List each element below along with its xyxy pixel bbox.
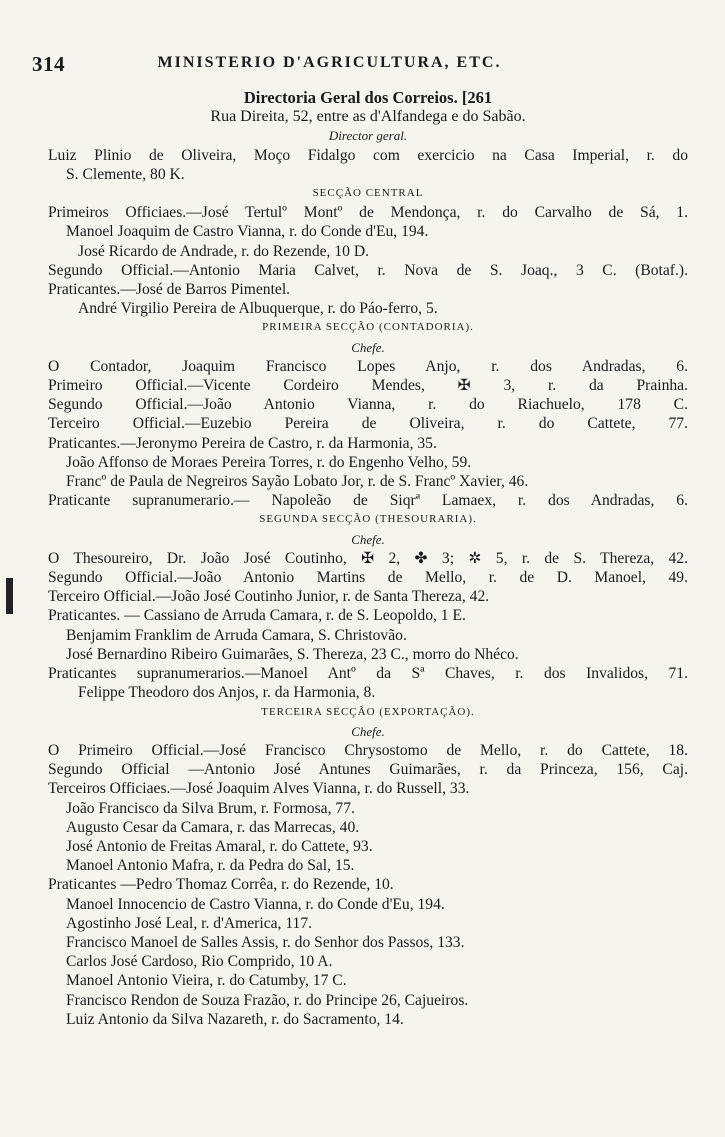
- text-line: Manoel Joaquim de Castro Vianna, r. do Conde d'Eu, 194.: [66, 223, 429, 241]
- text-line: Primeiros Officiaes.—José Tertulº Montº de Mendonça, r. do Carvalho de Sá, 1.: [48, 204, 688, 222]
- text-line: João Affonso de Moraes Pereira Torres, r. do Engenho Velho, 59.: [66, 453, 472, 471]
- text-line: O Primeiro Official.—José Francisco Chrysostomo de Mello, r. do Cattete, 18.: [48, 741, 688, 759]
- text-line: Segundo Official.—João Antonio Martins de Mello, r. de D. Manoel, 49.: [48, 569, 688, 587]
- text-line: Luiz Plinio de Oliveira, Moço Fidalgo com exercicio na Casa Imperial, r. do: [48, 146, 688, 164]
- running-title: MINISTERIO D'AGRICULTURA, ETC.: [157, 54, 502, 71]
- text-line: Agostinho José Leal, r. d'America, 117.: [66, 914, 313, 932]
- text-line: Chefe.: [351, 531, 385, 547]
- text-line: José Bernardino Ribeiro Guimarães, S. Thereza, 23 C., morro do Nhéco.: [66, 645, 519, 663]
- page-header: [32, 52, 627, 76]
- directory-text: [48, 88, 688, 1029]
- text-line: Segundo Official.—João Antonio Vianna, r. do Riachuelo, 178 C.: [48, 396, 688, 414]
- text-line: SEGUNDA SECÇÃO (THESOURARIA).: [259, 513, 477, 526]
- text-line: SECÇÃO CENTRAL: [312, 187, 424, 200]
- text-line: Primeiro Official.—Vicente Cordeiro Mendes, ✠ 3, r. da Prainha.: [48, 377, 688, 395]
- text-line: Praticante supranumerario.— Napoleão de Siqrª Lamaex, r. dos Andradas, 6.: [48, 492, 688, 510]
- text-line: Praticantes.—José de Barros Pimentel.: [48, 281, 291, 299]
- text-line: Luiz Antonio da Silva Nazareth, r. do Sacramento, 14.: [66, 1010, 404, 1028]
- text-line: Augusto Cesar da Camara, r. das Marrecas, 40.: [66, 818, 360, 836]
- text-line: Carlos José Cardoso, Rio Comprido, 10 A.: [66, 953, 333, 971]
- text-line: Director geral.: [328, 128, 408, 144]
- text-line: João Francisco da Silva Brum, r. Formosa, 77.: [66, 799, 355, 817]
- text-line: Directoria Geral dos Correios. [261: [243, 88, 493, 107]
- text-line: O Thesoureiro, Dr. João José Coutinho, ✠ 2, ✤ 3; ✲ 5, r. de S. Thereza, 42.: [48, 549, 688, 567]
- text-line: André Virgilio Pereira de Albuquerque, r. do Páo-ferro, 5.: [78, 300, 438, 318]
- text-line: Manoel Antonio Vieira, r. do Catumby, 17 C.: [66, 972, 347, 990]
- text-line: Chefe.: [351, 723, 385, 739]
- text-line: Segundo Official —Antonio José Antunes Guimarães, r. da Princeza, 156, Caj.: [48, 761, 688, 779]
- text-line: Francisco Manoel de Salles Assis, r. do Senhor dos Passos, 133.: [66, 933, 465, 951]
- text-line: Praticantes.—Jeronymo Pereira de Castro, r. da Harmonia, 35.: [48, 434, 437, 452]
- text-line: Segundo Official.—Antonio Maria Calvet, r. Nova de S. Joaq., 3 C. (Botaf.).: [48, 261, 688, 279]
- text-line: O Contador, Joaquim Francisco Lopes Anjo, r. dos Andradas, 6.: [48, 357, 688, 375]
- text-line: S. Clemente, 80 K.: [66, 165, 185, 183]
- text-line: TERCEIRA SECÇÃO (EXPORTAÇÃO).: [261, 705, 475, 718]
- text-line: Praticantes —Pedro Thomaz Corrêa, r. do Rezende, 10.: [48, 876, 394, 894]
- text-line: Chefe.: [351, 339, 385, 355]
- text-line: Rua Direita, 52, entre as d'Alfandega e do Sabão.: [210, 108, 526, 126]
- page-number: 314: [32, 52, 65, 76]
- text-line: Praticantes. — Cassiano de Arruda Camara, r. de S. Leopoldo, 1 E.: [48, 607, 466, 625]
- text-line: Francisco Rendon de Souza Frazão, r. do Principe 26, Cajueiros.: [66, 991, 469, 1009]
- text-line: Terceiros Officiaes.—José Joaquim Alves Vianna, r. do Russell, 33.: [48, 780, 470, 798]
- text-line: José Antonio de Freitas Amaral, r. do Cattete, 93.: [66, 837, 373, 855]
- text-line: PRIMEIRA SECÇÃO (CONTADORIA).: [262, 321, 474, 334]
- margin-mark: [6, 578, 13, 614]
- text-line: Felippe Theodoro dos Anjos, r. da Harmonia, 8.: [78, 684, 376, 702]
- text-line: José Ricardo de Andrade, r. do Rezende, 10 D.: [78, 242, 370, 260]
- text-line: Terceiro Official.—João José Coutinho Junior, r. de Santa Thereza, 42.: [48, 588, 490, 606]
- text-line: Manoel Innocencio de Castro Vianna, r. do Conde d'Eu, 194.: [66, 895, 445, 913]
- text-line: Francº de Paula de Negreiros Sayão Lobato Jor, r. de S. Francº Xavier, 46.: [66, 473, 529, 491]
- text-line: Benjamim Franklim de Arruda Camara, S. Christovão.: [66, 626, 407, 644]
- text-line: Praticantes supranumerarios.—Manoel Antº da Sª Chaves, r. dos Invalidos, 71.: [48, 665, 688, 683]
- text-line: Terceiro Official.—Euzebio Pereira de Oliveira, r. do Cattete, 77.: [48, 415, 688, 433]
- text-line: Manoel Antonio Mafra, r. da Pedra do Sal, 15.: [66, 857, 355, 875]
